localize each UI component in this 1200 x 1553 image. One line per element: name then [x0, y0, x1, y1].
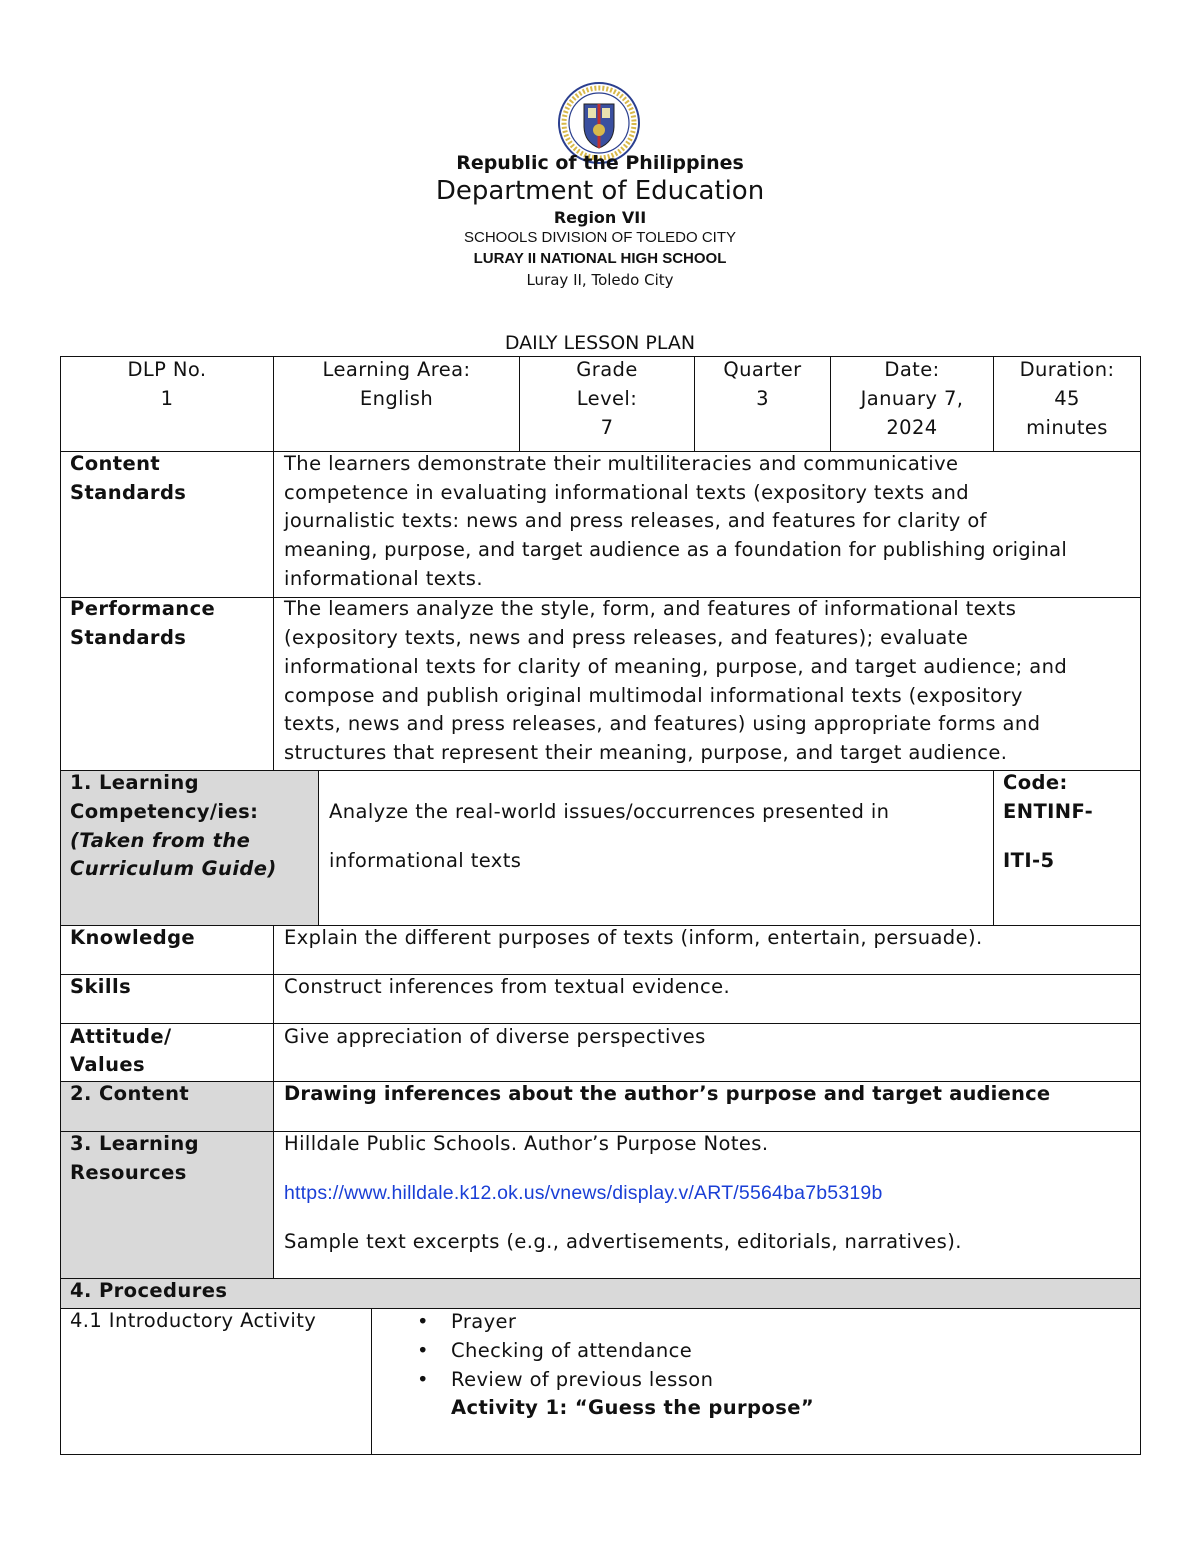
- competency-text-2: informational texts: [329, 849, 522, 872]
- knowledge-label: Knowledge: [70, 926, 196, 949]
- code-value-2: ITI-5: [1003, 849, 1055, 872]
- intro-activity-label: 4.1 Introductory Activity: [70, 1309, 317, 1332]
- doc-title: DAILY LESSON PLAN: [504, 332, 696, 354]
- content-standards-line: competence in evaluating informational texts (expository texts and: [284, 481, 970, 504]
- performance-standards-label: Performance: [70, 597, 216, 620]
- quarter-label: Quarter: [723, 358, 802, 381]
- content-standards-line: informational texts.: [284, 567, 483, 590]
- bullet-icon: •: [417, 1339, 429, 1362]
- procedures-label: 4. Procedures: [70, 1279, 228, 1302]
- quarter-value: 3: [756, 387, 769, 410]
- bullet-icon: •: [417, 1368, 429, 1391]
- dlp-value: 1: [160, 387, 174, 410]
- grade-label: Grade: [576, 358, 638, 381]
- performance-standards-line: texts, news and press releases, and features) using appropriate forms and: [284, 712, 1041, 735]
- performance-standards-line: informational texts for clarity of meaning, purpose, and target audience; and: [284, 655, 1068, 678]
- grade-value: 7: [600, 416, 614, 439]
- content-standards-line: meaning, purpose, and target audience as a foundation for publishing original: [284, 538, 1068, 561]
- date-label: Date:: [884, 358, 940, 381]
- region-text: Region VII: [553, 208, 647, 227]
- duration-value-1: 45: [1054, 387, 1080, 410]
- area-label: Learning Area:: [322, 358, 471, 381]
- date-value-2: 2024: [886, 416, 938, 439]
- resources-excerpts: Sample text excerpts (e.g., advertisements, editorials, narratives).: [284, 1230, 962, 1253]
- performance-standards-line: (expository texts, news and press releases, and features); evaluate: [284, 626, 969, 649]
- date-value-1: January 7,: [860, 387, 964, 410]
- resources-citation: Hilldale Public Schools. Author’s Purpose Notes.: [284, 1132, 769, 1155]
- grade-label-2: Level:: [576, 387, 638, 410]
- list-item: • Checking of attendance: [371, 1336, 713, 1365]
- competency-label: 1. Learning: [70, 771, 199, 794]
- republic-text: Republic of the Philippines: [456, 152, 744, 174]
- performance-standards-line: compose and publish original multimodal informational texts (expository: [284, 684, 1023, 707]
- attitude-label-2: Values: [70, 1053, 145, 1076]
- list-item: • Review of previous lesson: [371, 1365, 713, 1394]
- code-label: Code:: [1003, 771, 1068, 794]
- bullet-icon: •: [417, 1310, 429, 1333]
- performance-standards-label-2: Standards: [70, 626, 187, 649]
- competency-text-1: Analyze the real-world issues/occurrences presented in: [329, 800, 890, 823]
- duration-label: Duration:: [1019, 358, 1115, 381]
- skills-text: Construct inferences from textual evidence.: [284, 975, 731, 998]
- content-standards-label-2: Standards: [70, 481, 187, 504]
- list-item: • Prayer: [371, 1307, 713, 1336]
- performance-standards-line: structures that represent their meaning, purpose, and target audience.: [284, 741, 1008, 764]
- knowledge-text: Explain the different purposes of texts (inform, entertain, persuade).: [284, 926, 983, 949]
- resources-link[interactable]: https://www.hilldale.k12.ok.us/vnews/display.v/ART/5564ba7b5319b: [284, 1182, 883, 1204]
- duration-value-2: minutes: [1026, 416, 1108, 439]
- competency-label-2: Competency/ies:: [70, 800, 259, 823]
- performance-standards-line: The leamers analyze the style, form, and features of informational texts: [284, 597, 1017, 620]
- content-label: 2. Content: [70, 1082, 190, 1105]
- content-standards-line: journalistic texts: news and press releases, and features for clarity of: [284, 509, 987, 532]
- content-standards-label: Content: [70, 452, 161, 475]
- area-value: English: [359, 387, 434, 410]
- attitude-label: Attitude/: [70, 1025, 172, 1048]
- skills-label: Skills: [70, 975, 132, 998]
- resources-label-2: Resources: [70, 1161, 187, 1184]
- division-text: SCHOOLS DIVISION OF TOLEDO CITY: [464, 229, 736, 246]
- activity-title: Activity 1: “Guess the purpose”: [451, 1396, 815, 1419]
- competency-label-4: Curriculum Guide): [70, 857, 277, 880]
- dlp-label: DLP No.: [127, 358, 207, 381]
- content-standards-line: The learners demonstrate their multiliteracies and communicative: [284, 452, 959, 475]
- school-name: LURAY II NATIONAL HIGH SCHOOL: [473, 250, 727, 267]
- department-title: Department of Education: [435, 176, 765, 206]
- intro-activity-list: [371, 1307, 713, 1394]
- resources-label: 3. Learning: [70, 1132, 199, 1155]
- attitude-text: Give appreciation of diverse perspectives: [284, 1025, 706, 1048]
- competency-label-3: (Taken from the: [70, 829, 251, 852]
- code-value-1: ENTINF-: [1003, 800, 1094, 823]
- content-text: Drawing inferences about the author’s purpose and target audience: [284, 1082, 1051, 1105]
- school-location: Luray II, Toledo City: [526, 271, 674, 289]
